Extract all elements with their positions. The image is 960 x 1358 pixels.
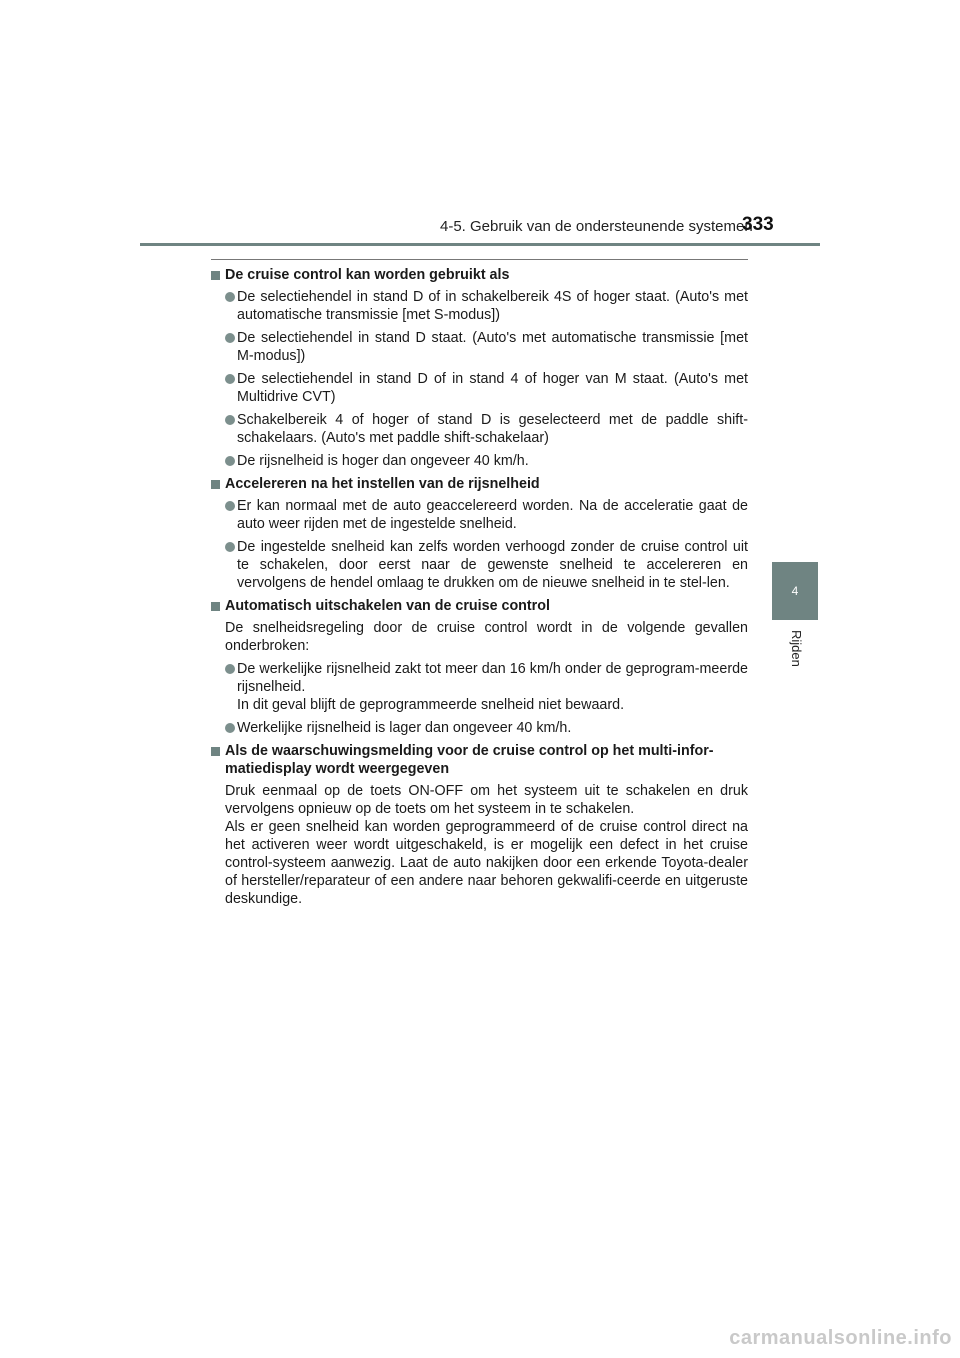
list-item-text: Er kan normaal met de auto geaccelereerd worden. Na de acceleratie gaat de auto weer rijden met de ingestelde snelheid. [237, 498, 748, 532]
header-rule [140, 243, 820, 246]
section-usage-conditions [211, 266, 748, 470]
list-item [211, 497, 748, 533]
list-item-text: De selectiehendel in stand D staat. (Auto's met automatische transmissie [met M-modus]) [237, 330, 748, 364]
heading-text: Als de waarschuwingsmelding voor de cruise control op het multi-infor-matiedisplay wordt weergegeven [225, 743, 714, 777]
section-heading [211, 266, 748, 284]
circle-bullet-icon [225, 456, 235, 466]
list-item-text: De rijsnelheid is hoger dan ongeveer 40 km/h. [237, 453, 529, 469]
list-item [211, 329, 748, 365]
circle-bullet-icon [225, 542, 235, 552]
watermark: carmanualsonline.info [729, 1327, 952, 1349]
list-item-text: De selectiehendel in stand D of in stand 4 of hoger van M staat. (Auto's met Multidrive CVT) [237, 371, 748, 405]
section-automatic-cancel [211, 597, 748, 737]
circle-bullet-icon [225, 374, 235, 384]
circle-bullet-icon [225, 664, 235, 674]
circle-bullet-icon [225, 501, 235, 511]
page-number: 333 [742, 214, 774, 235]
list-item-text: De ingestelde snelheid kan zelfs worden verhoogd zonder de cruise control uit te schakelen, door eerst naar de gewenste snelheid te accelereren en vervolgens de hendel omlaag te drukken om de nieuwe snelheid in te stel-len. [237, 539, 748, 591]
page-content [211, 266, 748, 913]
square-bullet-icon [211, 271, 220, 280]
chapter-label: Rijden [789, 630, 804, 667]
section-accelerating [211, 475, 748, 592]
heading-text: De cruise control kan worden gebruikt als [225, 267, 510, 283]
list-item [211, 719, 748, 737]
square-bullet-icon [211, 480, 220, 489]
square-bullet-icon [211, 602, 220, 611]
circle-bullet-icon [225, 723, 235, 733]
paragraph: Als er geen snelheid kan worden geprogrammeerd of de cruise control direct na het activeren weer wordt uitgeschakeld, is er mogelijk een defect in het cruise control-systeem aanwezig. Laat de auto nakijken door een erkende Toyota-dealer of hersteller/reparateur of een andere naar behoren gekwalifi-ceerde en uitgeruste deskundige. [225, 819, 748, 907]
paragraph: Druk eenmaal op de toets ON-OFF om het systeem uit te schakelen en druk vervolgens opnieuw op de toets om het systeem in te schakelen. [225, 783, 748, 817]
circle-bullet-icon [225, 292, 235, 302]
square-bullet-icon [211, 747, 220, 756]
list-item [211, 411, 748, 447]
list-item [211, 370, 748, 406]
list-item [211, 660, 748, 714]
list-item-text: De selectiehendel in stand D of in schakelbereik 4S of hoger staat. (Auto's met automatische transmissie [met S-modus]) [237, 289, 748, 323]
heading-text: Accelereren na het instellen van de rijsnelheid [225, 476, 540, 492]
list-item-text: Schakelbereik 4 of hoger of stand D is geselecteerd met de paddle shift-schakelaars. (Auto's met paddle shift-schakelaar) [237, 412, 748, 446]
section-heading [211, 742, 748, 778]
list-item-note: In dit geval blijft de geprogrammeerde snelheid niet bewaard. [237, 697, 625, 713]
heading-text: Automatisch uitschakelen van de cruise control [225, 598, 550, 614]
circle-bullet-icon [225, 333, 235, 343]
list-item [211, 288, 748, 324]
header-section-title: 4-5. Gebruik van de ondersteunende systemen [440, 218, 753, 235]
section-rule [211, 259, 748, 260]
list-item-text: Werkelijke rijsnelheid is lager dan ongeveer 40 km/h. [237, 720, 572, 736]
section-heading [211, 597, 748, 615]
circle-bullet-icon [225, 415, 235, 425]
chapter-tab [772, 562, 818, 620]
chapter-number: 4 [791, 584, 799, 598]
section-intro: De snelheidsregeling door de cruise control wordt in de volgende gevallen onderbroken: [225, 620, 748, 654]
list-item-text: De werkelijke rijsnelheid zakt tot meer dan 16 km/h onder de geprogram-meerde rijsnelheid. [237, 661, 748, 695]
section-heading [211, 475, 748, 493]
list-item [211, 452, 748, 470]
section-warning-message [211, 742, 748, 908]
list-item [211, 538, 748, 592]
